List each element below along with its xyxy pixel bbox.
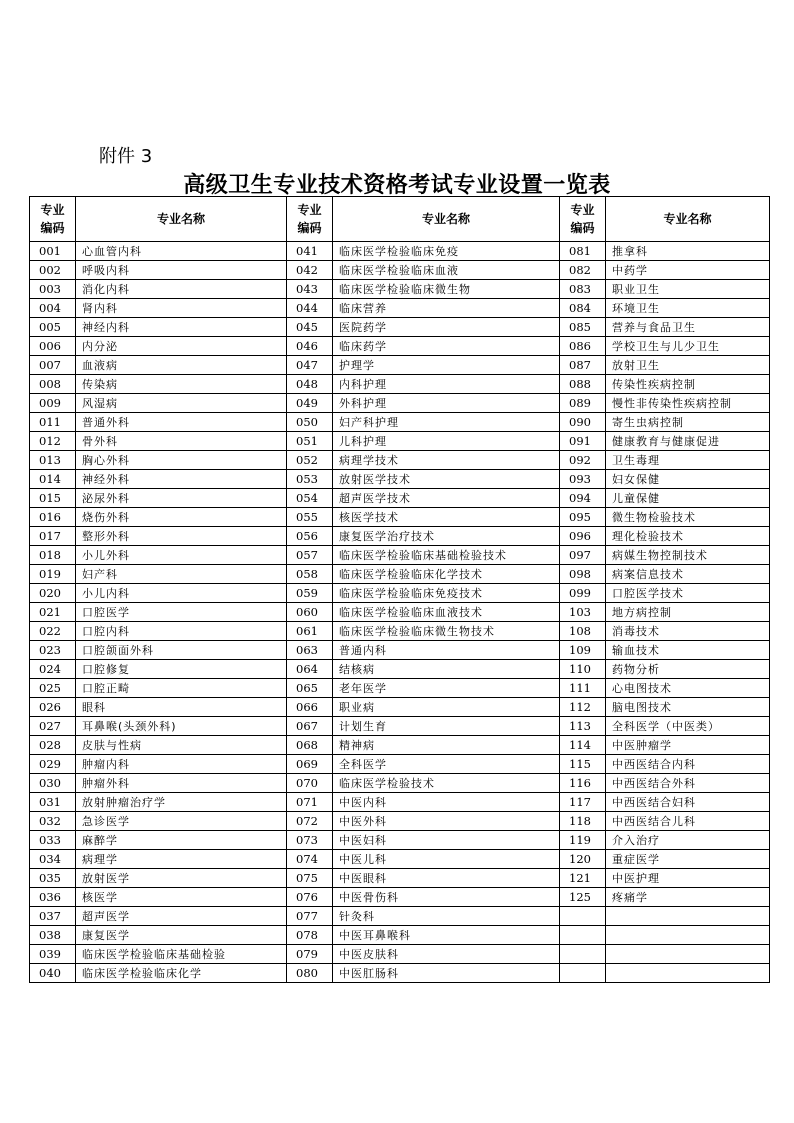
specialty-name: 健康教育与健康促进 (606, 432, 770, 451)
specialty-code: 041 (287, 242, 333, 261)
specialty-name: 口腔颌面外科 (76, 641, 287, 660)
specialty-name: 麻醉学 (76, 831, 287, 850)
table-row (30, 413, 770, 432)
specialty-name: 神经外科 (76, 470, 287, 489)
table-row (30, 565, 770, 584)
specialty-name: 寄生虫病控制 (606, 413, 770, 432)
specialty-name: 普通内科 (333, 641, 560, 660)
specialty-code: 065 (287, 679, 333, 698)
specialty-name: 中医内科 (333, 793, 560, 812)
code-header: 专业 编码 (30, 197, 76, 242)
specialty-code: 019 (30, 565, 76, 584)
specialty-name: 中西医结合内科 (606, 755, 770, 774)
specialty-code: 118 (560, 812, 606, 831)
specialty-name: 皮肤与性病 (76, 736, 287, 755)
table-row (30, 508, 770, 527)
specialty-name: 口腔修复 (76, 660, 287, 679)
specialty-name: 输血技术 (606, 641, 770, 660)
specialty-name: 临床医学检验临床血液 (333, 261, 560, 280)
specialty-name: 中医眼科 (333, 869, 560, 888)
code-header: 专业 编码 (560, 197, 606, 242)
specialty-code: 084 (560, 299, 606, 318)
specialty-name: 胸心外科 (76, 451, 287, 470)
specialty-table (29, 196, 770, 983)
table-row (30, 736, 770, 755)
specialty-name: 急诊医学 (76, 812, 287, 831)
specialty-code: 005 (30, 318, 76, 337)
specialty-code: 093 (560, 470, 606, 489)
table-row (30, 356, 770, 375)
table-row (30, 774, 770, 793)
specialty-code: 017 (30, 527, 76, 546)
specialty-code: 070 (287, 774, 333, 793)
specialty-code: 058 (287, 565, 333, 584)
specialty-code: 008 (30, 375, 76, 394)
specialty-code: 046 (287, 337, 333, 356)
specialty-code: 119 (560, 831, 606, 850)
specialty-name: 传染性疾病控制 (606, 375, 770, 394)
specialty-code: 085 (560, 318, 606, 337)
code-header: 专业 编码 (287, 197, 333, 242)
specialty-code: 108 (560, 622, 606, 641)
specialty-name: 老年医学 (333, 679, 560, 698)
specialty-name: 职业卫生 (606, 280, 770, 299)
specialty-code: 002 (30, 261, 76, 280)
table-row (30, 812, 770, 831)
specialty-name: 临床医学检验临床免疫技术 (333, 584, 560, 603)
specialty-code: 048 (287, 375, 333, 394)
specialty-code: 037 (30, 907, 76, 926)
specialty-code: 020 (30, 584, 76, 603)
table-row (30, 280, 770, 299)
specialty-code: 114 (560, 736, 606, 755)
table-row (30, 698, 770, 717)
specialty-name (606, 945, 770, 964)
specialty-name: 儿童保健 (606, 489, 770, 508)
specialty-name: 病媒生物控制技术 (606, 546, 770, 565)
specialty-code: 042 (287, 261, 333, 280)
specialty-code: 097 (560, 546, 606, 565)
specialty-code: 003 (30, 280, 76, 299)
specialty-name: 中医妇科 (333, 831, 560, 850)
specialty-name: 康复医学治疗技术 (333, 527, 560, 546)
table-row (30, 299, 770, 318)
specialty-code: 120 (560, 850, 606, 869)
specialty-code: 031 (30, 793, 76, 812)
specialty-name: 临床医学检验临床化学技术 (333, 565, 560, 584)
specialty-name: 口腔正畸 (76, 679, 287, 698)
specialty-name: 中西医结合儿科 (606, 812, 770, 831)
specialty-code: 066 (287, 698, 333, 717)
specialty-name: 计划生育 (333, 717, 560, 736)
specialty-code: 117 (560, 793, 606, 812)
specialty-name: 临床医学检验临床微生物技术 (333, 622, 560, 641)
specialty-code: 110 (560, 660, 606, 679)
table-row (30, 432, 770, 451)
table-row (30, 470, 770, 489)
specialty-name: 介入治疗 (606, 831, 770, 850)
table-row (30, 527, 770, 546)
specialty-code: 056 (287, 527, 333, 546)
specialty-name: 中西医结合外科 (606, 774, 770, 793)
table-row (30, 375, 770, 394)
table-row (30, 546, 770, 565)
name-header: 专业名称 (606, 197, 770, 242)
specialty-name: 药物分析 (606, 660, 770, 679)
specialty-code: 023 (30, 641, 76, 660)
specialty-code: 045 (287, 318, 333, 337)
table-row (30, 318, 770, 337)
table-header-row (30, 197, 770, 242)
specialty-name: 精神病 (333, 736, 560, 755)
specialty-name: 针灸科 (333, 907, 560, 926)
specialty-name: 康复医学 (76, 926, 287, 945)
table-row (30, 584, 770, 603)
specialty-name: 中药学 (606, 261, 770, 280)
specialty-name: 泌尿外科 (76, 489, 287, 508)
specialty-name: 内科护理 (333, 375, 560, 394)
specialty-name: 疼痛学 (606, 888, 770, 907)
table-row (30, 831, 770, 850)
table-row (30, 394, 770, 413)
table-row (30, 793, 770, 812)
specialty-code: 092 (560, 451, 606, 470)
specialty-code: 007 (30, 356, 76, 375)
specialty-name: 眼科 (76, 698, 287, 717)
specialty-code: 028 (30, 736, 76, 755)
specialty-name: 临床药学 (333, 337, 560, 356)
specialty-name: 微生物检验技术 (606, 508, 770, 527)
specialty-code: 014 (30, 470, 76, 489)
name-header: 专业名称 (333, 197, 560, 242)
specialty-name: 神经内科 (76, 318, 287, 337)
specialty-code: 006 (30, 337, 76, 356)
specialty-name: 口腔内科 (76, 622, 287, 641)
specialty-name: 环境卫生 (606, 299, 770, 318)
specialty-code: 078 (287, 926, 333, 945)
specialty-code: 067 (287, 717, 333, 736)
specialty-code (560, 964, 606, 983)
specialty-code: 087 (560, 356, 606, 375)
specialty-code: 121 (560, 869, 606, 888)
specialty-code: 050 (287, 413, 333, 432)
table-row (30, 907, 770, 926)
specialty-code: 111 (560, 679, 606, 698)
specialty-code (560, 926, 606, 945)
specialty-code: 080 (287, 964, 333, 983)
specialty-name: 中医皮肤科 (333, 945, 560, 964)
specialty-code: 074 (287, 850, 333, 869)
specialty-code: 036 (30, 888, 76, 907)
specialty-name: 临床医学检验临床免疫 (333, 242, 560, 261)
specialty-code: 011 (30, 413, 76, 432)
table-row (30, 622, 770, 641)
specialty-name: 理化检验技术 (606, 527, 770, 546)
specialty-code: 049 (287, 394, 333, 413)
specialty-name: 中医护理 (606, 869, 770, 888)
table-row (30, 489, 770, 508)
specialty-code: 022 (30, 622, 76, 641)
specialty-name: 中医肿瘤学 (606, 736, 770, 755)
table-row (30, 869, 770, 888)
specialty-code: 016 (30, 508, 76, 527)
specialty-name: 普通外科 (76, 413, 287, 432)
table-row (30, 242, 770, 261)
specialty-name: 临床营养 (333, 299, 560, 318)
specialty-code: 032 (30, 812, 76, 831)
specialty-name: 放射医学 (76, 869, 287, 888)
specialty-name: 职业病 (333, 698, 560, 717)
specialty-code: 125 (560, 888, 606, 907)
specialty-name: 内分泌 (76, 337, 287, 356)
specialty-name: 全科医学 (333, 755, 560, 774)
specialty-code: 029 (30, 755, 76, 774)
specialty-name: 临床医学检验临床基础检验技术 (333, 546, 560, 565)
specialty-code: 009 (30, 394, 76, 413)
specialty-name: 学校卫生与儿少卫生 (606, 337, 770, 356)
specialty-code: 071 (287, 793, 333, 812)
annex-label: 附件 3 (99, 146, 153, 167)
table-body (30, 242, 770, 983)
specialty-code: 103 (560, 603, 606, 622)
specialty-code: 061 (287, 622, 333, 641)
specialty-code: 069 (287, 755, 333, 774)
specialty-code: 064 (287, 660, 333, 679)
specialty-name: 临床医学检验技术 (333, 774, 560, 793)
specialty-code: 090 (560, 413, 606, 432)
specialty-name: 小儿内科 (76, 584, 287, 603)
specialty-code: 018 (30, 546, 76, 565)
specialty-code: 096 (560, 527, 606, 546)
specialty-code: 035 (30, 869, 76, 888)
name-header: 专业名称 (76, 197, 287, 242)
table-row (30, 850, 770, 869)
specialty-code: 004 (30, 299, 76, 318)
specialty-code: 027 (30, 717, 76, 736)
specialty-name: 风湿病 (76, 394, 287, 413)
specialty-name: 中医儿科 (333, 850, 560, 869)
specialty-code: 025 (30, 679, 76, 698)
specialty-name: 妇女保健 (606, 470, 770, 489)
specialty-name: 重症医学 (606, 850, 770, 869)
specialty-name: 核医学 (76, 888, 287, 907)
specialty-code: 079 (287, 945, 333, 964)
specialty-name: 医院药学 (333, 318, 560, 337)
specialty-code: 060 (287, 603, 333, 622)
specialty-code: 057 (287, 546, 333, 565)
specialty-code: 116 (560, 774, 606, 793)
table-row (30, 660, 770, 679)
specialty-code: 077 (287, 907, 333, 926)
specialty-code: 040 (30, 964, 76, 983)
specialty-name: 病理学技术 (333, 451, 560, 470)
table-row (30, 945, 770, 964)
specialty-name: 小儿外科 (76, 546, 287, 565)
specialty-name: 中西医结合妇科 (606, 793, 770, 812)
specialty-code: 043 (287, 280, 333, 299)
table-row (30, 679, 770, 698)
specialty-code: 083 (560, 280, 606, 299)
specialty-name: 临床医学检验临床血液技术 (333, 603, 560, 622)
specialty-name: 营养与食品卫生 (606, 318, 770, 337)
specialty-name: 放射卫生 (606, 356, 770, 375)
specialty-code: 115 (560, 755, 606, 774)
specialty-name: 护理学 (333, 356, 560, 375)
specialty-name: 中医肛肠科 (333, 964, 560, 983)
specialty-name: 核医学技术 (333, 508, 560, 527)
table-row (30, 451, 770, 470)
specialty-name: 推拿科 (606, 242, 770, 261)
specialty-code: 026 (30, 698, 76, 717)
specialty-code: 098 (560, 565, 606, 584)
specialty-code (560, 907, 606, 926)
specialty-name: 儿科护理 (333, 432, 560, 451)
specialty-name: 口腔医学 (76, 603, 287, 622)
specialty-code: 089 (560, 394, 606, 413)
specialty-code: 076 (287, 888, 333, 907)
document-title: 高级卫生专业技术资格考试专业设置一览表 (183, 173, 611, 198)
table-row (30, 926, 770, 945)
specialty-name (606, 926, 770, 945)
specialty-code: 094 (560, 489, 606, 508)
specialty-name: 中医耳鼻喉科 (333, 926, 560, 945)
specialty-name: 消毒技术 (606, 622, 770, 641)
specialty-name: 临床医学检验临床微生物 (333, 280, 560, 299)
specialty-code: 047 (287, 356, 333, 375)
specialty-name: 耳鼻喉(头颈外科) (76, 717, 287, 736)
specialty-code: 068 (287, 736, 333, 755)
specialty-name: 肾内科 (76, 299, 287, 318)
specialty-code: 063 (287, 641, 333, 660)
specialty-code: 082 (560, 261, 606, 280)
table-row (30, 603, 770, 622)
table-row (30, 717, 770, 736)
specialty-code: 053 (287, 470, 333, 489)
specialty-name: 全科医学（中医类） (606, 717, 770, 736)
specialty-code: 059 (287, 584, 333, 603)
specialty-name: 中医骨伤科 (333, 888, 560, 907)
specialty-code: 024 (30, 660, 76, 679)
specialty-code: 039 (30, 945, 76, 964)
specialty-code: 044 (287, 299, 333, 318)
specialty-name: 妇产科 (76, 565, 287, 584)
specialty-code (560, 945, 606, 964)
specialty-name: 妇产科护理 (333, 413, 560, 432)
table-row (30, 337, 770, 356)
table-row (30, 641, 770, 660)
specialty-name (606, 907, 770, 926)
specialty-code: 021 (30, 603, 76, 622)
specialty-code: 081 (560, 242, 606, 261)
specialty-code: 113 (560, 717, 606, 736)
specialty-code: 034 (30, 850, 76, 869)
specialty-name: 结核病 (333, 660, 560, 679)
specialty-name: 消化内科 (76, 280, 287, 299)
specialty-code: 052 (287, 451, 333, 470)
specialty-code: 112 (560, 698, 606, 717)
specialty-name: 临床医学检验临床化学 (76, 964, 287, 983)
specialty-name (606, 964, 770, 983)
specialty-name: 传染病 (76, 375, 287, 394)
specialty-name: 呼吸内科 (76, 261, 287, 280)
table-row (30, 261, 770, 280)
specialty-code: 012 (30, 432, 76, 451)
specialty-name: 中医外科 (333, 812, 560, 831)
specialty-name: 骨外科 (76, 432, 287, 451)
specialty-code: 091 (560, 432, 606, 451)
specialty-name: 肿瘤内科 (76, 755, 287, 774)
table-row (30, 888, 770, 907)
specialty-code: 013 (30, 451, 76, 470)
specialty-name: 超声医学 (76, 907, 287, 926)
specialty-code: 072 (287, 812, 333, 831)
specialty-code: 015 (30, 489, 76, 508)
specialty-code: 109 (560, 641, 606, 660)
specialty-name: 烧伤外科 (76, 508, 287, 527)
specialty-code: 099 (560, 584, 606, 603)
specialty-name: 脑电图技术 (606, 698, 770, 717)
specialty-name: 病案信息技术 (606, 565, 770, 584)
specialty-code: 038 (30, 926, 76, 945)
table-row (30, 964, 770, 983)
specialty-code: 095 (560, 508, 606, 527)
specialty-code: 055 (287, 508, 333, 527)
specialty-code: 054 (287, 489, 333, 508)
specialty-code: 030 (30, 774, 76, 793)
specialty-code: 033 (30, 831, 76, 850)
specialty-code: 086 (560, 337, 606, 356)
specialty-name: 心电图技术 (606, 679, 770, 698)
specialty-name: 地方病控制 (606, 603, 770, 622)
specialty-name: 整形外科 (76, 527, 287, 546)
specialty-name: 放射肿瘤治疗学 (76, 793, 287, 812)
specialty-code: 051 (287, 432, 333, 451)
specialty-code: 075 (287, 869, 333, 888)
specialty-name: 卫生毒理 (606, 451, 770, 470)
specialty-name: 病理学 (76, 850, 287, 869)
specialty-name: 血液病 (76, 356, 287, 375)
specialty-name: 超声医学技术 (333, 489, 560, 508)
specialty-code: 073 (287, 831, 333, 850)
specialty-name: 慢性非传染性疾病控制 (606, 394, 770, 413)
specialty-name: 肿瘤外科 (76, 774, 287, 793)
specialty-name: 口腔医学技术 (606, 584, 770, 603)
specialty-name: 外科护理 (333, 394, 560, 413)
specialty-code: 001 (30, 242, 76, 261)
specialty-name: 临床医学检验临床基础检验 (76, 945, 287, 964)
specialty-name: 心血管内科 (76, 242, 287, 261)
specialty-code: 088 (560, 375, 606, 394)
specialty-name: 放射医学技术 (333, 470, 560, 489)
table-row (30, 755, 770, 774)
